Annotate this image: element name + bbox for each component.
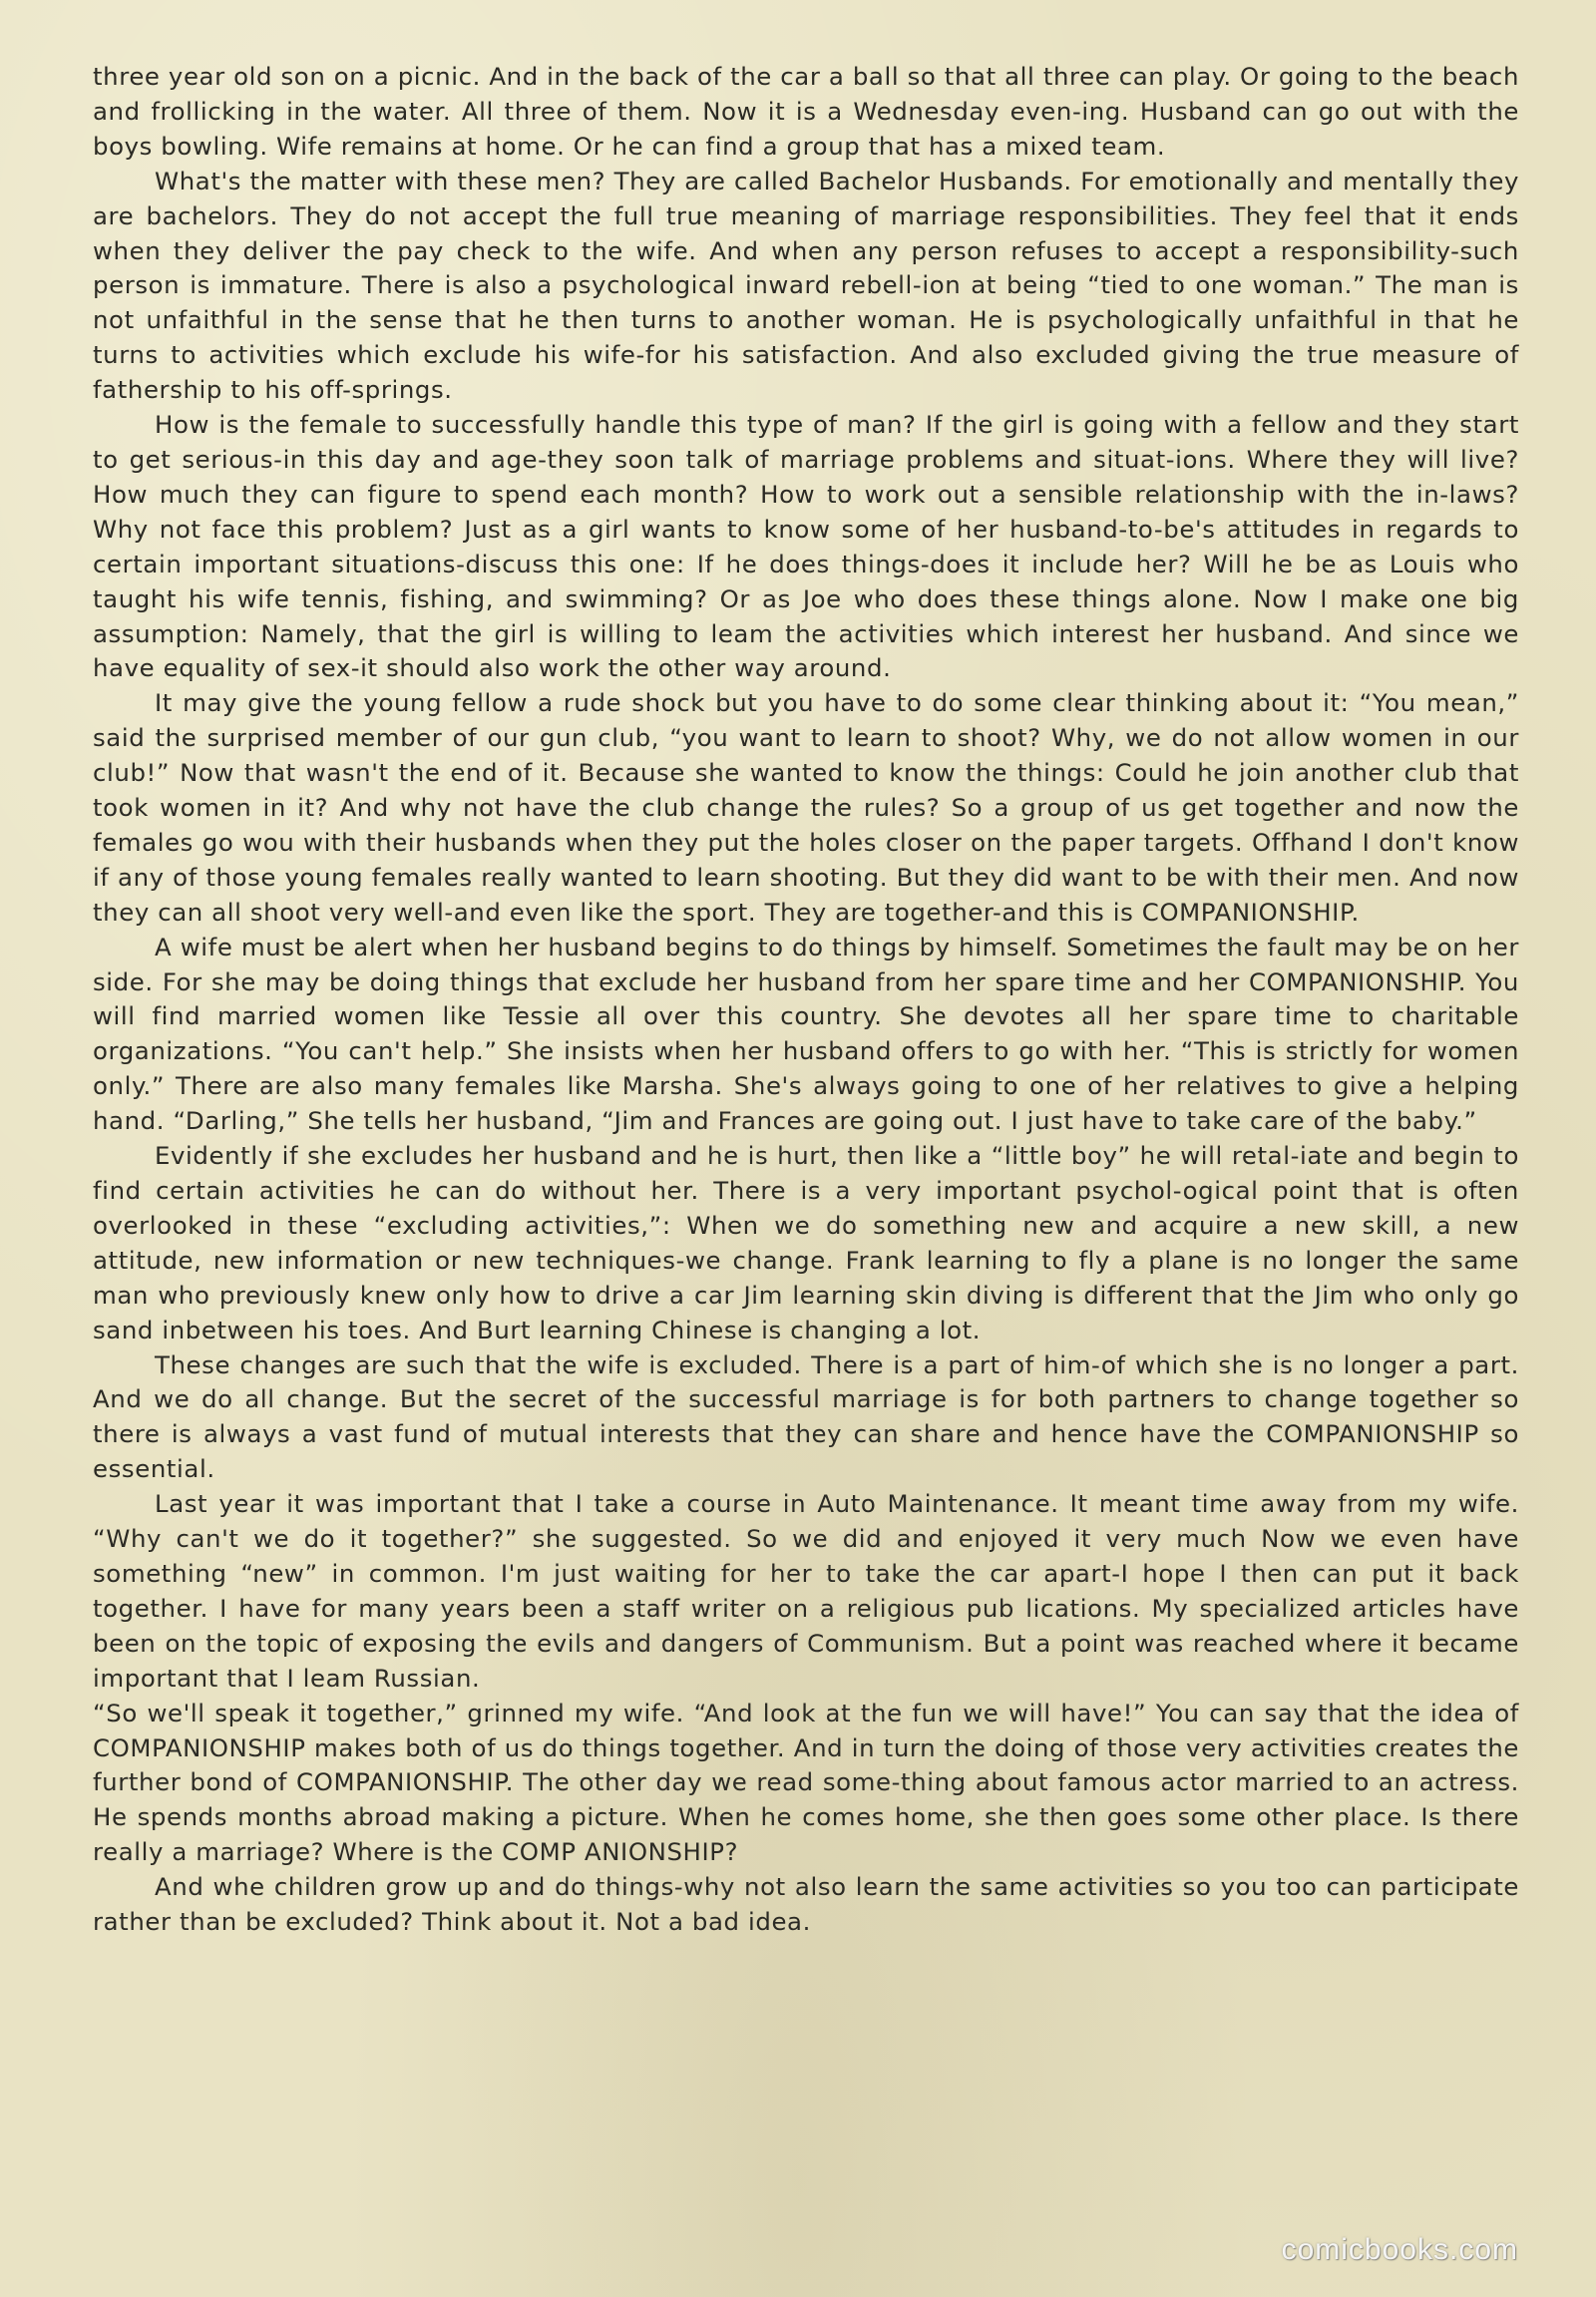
- paragraph-5: A wife must be alert when her husband begins to do things by himself. Sometimes the fault may be on her side. For she may be doing things that exclude her husband from her spare time and her COMPANIONSHIP. You will find married women like Tessie all over this country. She devotes all her spare time to charitable organizations. “You can't help.” She insists when her husband offers to go with her. “This is strictly for women only.” There are also many females like Marsha. She's always going to one of her relatives to give a helping hand. “Darling,” She tells her husband, “Jim and Frances are going out. I just have to take care of the baby.”: [93, 932, 1519, 1136]
- paragraph-10: And whe children grow up and do things-why not also learn the same activities so you too can participate rather than be excluded? Think about it. Not a bad idea.: [93, 1872, 1519, 1937]
- paragraph-2: What's the matter with these men? They are called Bachelor Husbands. For emotionally and mentally they are bachelors. They do not accept the full true meaning of marriage responsibilities. They feel that it ends when they deliver the pay check to the wife. And when any person refuses to accept a responsibility-such person is immature. There is also a psychological inward rebell-ion at being “tied to one woman.” The man is not unfaithful in the sense that he then turns to another woman. He is psychologically unfaithful in that he turns to activities which exclude his wife-for his satisfaction. And also excluded giving the true measure of fathership to his off-springs.: [93, 166, 1519, 405]
- paragraph-9: “So we'll speak it together,” grinned my wife. “And look at the fun we will have!” You can say that the idea of COMPANIONSHIP makes both of us do things together. And in turn the doing of those very activities creates the further bond of COMPANIONSHIP. The other day we read some-thing about famous actor married to an actress. He spends months abroad making a picture. When he comes home, she then goes some other place. Is there really a marriage? Where is the COMP ANIONSHIP?: [93, 1698, 1519, 1867]
- document-page: [93, 60, 1519, 2204]
- paragraph-8: Last year it was important that I take a course in Auto Maintenance. It meant time away from my wife. “Why can't we do it together?” she suggested. So we did and enjoyed it very much Now we even have something “new” in common. I'm just waiting for her to take the car apart-I hope I then can put it back together. I have for many years been a staff writer on a religious pub lications. My specialized articles have been on the topic of exposing the evils and dangers of Communism. But a point was reached where it became important that I leam Russian.: [93, 1489, 1519, 1693]
- paragraph-7: These changes are such that the wife is excluded. There is a part of him-of which she is no longer a part. And we do all change. But the secret of the successful marriage is for both partners to change together so there is always a vast fund of mutual interests that they can share and hence have the COMPANIONSHIP so essential.: [93, 1349, 1519, 1484]
- site-watermark: comicbooks.com: [1281, 2233, 1518, 2266]
- paragraph-6: Evidently if she excludes her husband and he is hurt, then like a “little boy” he will retal-iate and begin to find certain activities he can do without her. There is a very important psychol-ogical point that is often overlooked in these “excluding activities,”: When we do something new and acquire a new skill, a new attitude, new information or new techniques-we change. Frank learning to fly a plane is no longer the same man who previously knew only how to drive a car Jim learning skin diving is different that the Jim who only go sand inbetween his toes. And Burt learning Chinese is changing a lot.: [93, 1141, 1519, 1344]
- paragraph-3: How is the female to successfully handle this type of man? If the girl is going with a fellow and they start to get serious-in this day and age-they soon talk of marriage problems and situat-ions. Where they will live? How much they can figure to spend each month? How to work out a sensible relationship with the in-laws? Why not face this problem? Just as a girl wants to know some of her husband-to-be's attitudes in regards to certain important situations-discuss this one: If he does things-does it include her? Will he be as Louis who taught his wife tennis, fishing, and swimming? Or as Joe who does these things alone. Now I make one big assumption: Namely, that the girl is willing to leam the activities which interest her husband. And since we have equality of sex-it should also work the other way around.: [93, 410, 1519, 683]
- paragraph-4: It may give the young fellow a rude shock but you have to do some clear thinking about it: “You mean,” said the surprised member of our gun club, “you want to learn to shoot? Why, we do not allow women in our club!” Now that wasn't the end of it. Because she wanted to know the things: Could he join another club that took women in it? And why not have the club change the rules? So a group of us get together and now the females go wou with their husbands when they put the holes closer on the paper targets. Offhand I don't know if any of those young females really wanted to learn shooting. But they did want to be with their men. And now they can all shoot very well-and even like the sport. They are together-and this is COMPANIONSHIP.: [93, 688, 1519, 927]
- paragraph-1: three year old son on a picnic. And in the back of the car a ball so that all three can play. Or going to the beach and frollicking in the water. All three of them. Now it is a Wednesday even-ing. Husband can go out with the boys bowling. Wife remains at home. Or he can find a group that has a mixed team.: [93, 62, 1519, 161]
- article-body: [93, 60, 1519, 1940]
